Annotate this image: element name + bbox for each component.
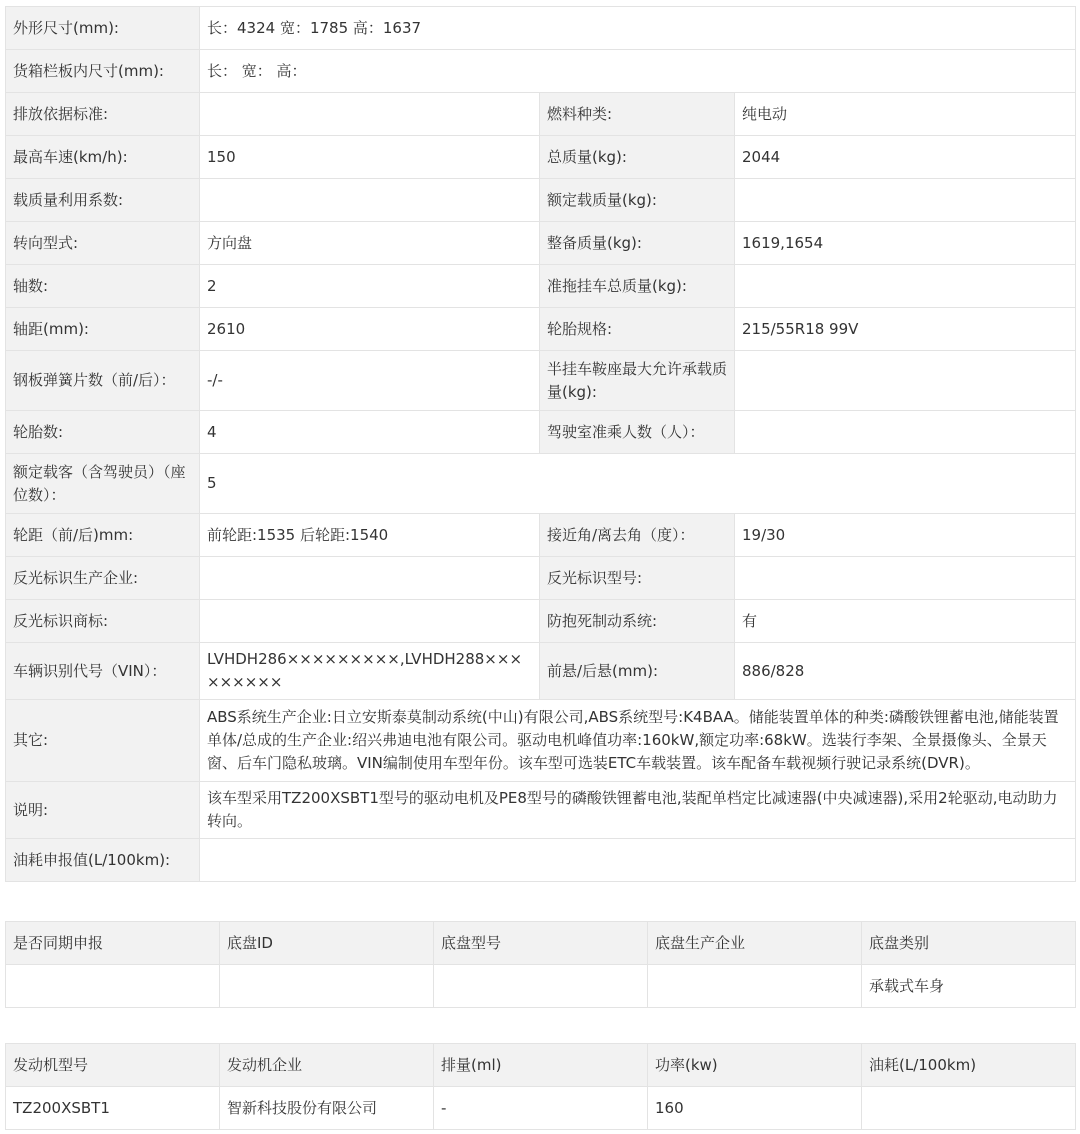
label-cargo-box: 货箱栏板内尺寸(mm): bbox=[6, 50, 200, 93]
label-tire-count: 轮胎数: bbox=[6, 411, 200, 454]
value-max-speed: 150 bbox=[200, 136, 540, 179]
value-tire-spec: 215/55R18 99V bbox=[735, 308, 1076, 351]
spec-row-axles-trailer bbox=[6, 265, 1076, 308]
value-fuel-type: 纯电动 bbox=[735, 93, 1076, 136]
label-rated-load: 额定载质量(kg): bbox=[540, 179, 735, 222]
value-cargo-box: 长： 宽： 高： bbox=[200, 50, 1076, 93]
spec-table bbox=[5, 6, 1076, 882]
label-reflector-brand: 反光标识商标: bbox=[6, 600, 200, 643]
spec-row-cargo-box bbox=[6, 50, 1076, 93]
label-dimensions: 外形尺寸(mm): bbox=[6, 7, 200, 50]
spec-row-fuel-consumption bbox=[6, 839, 1076, 882]
label-approach-departure: 接近角/离去角（度）： bbox=[540, 514, 735, 557]
engine-value-power: 160 bbox=[648, 1087, 862, 1130]
label-abs: 防抱死制动系统: bbox=[540, 600, 735, 643]
spec-row-vin-overhang bbox=[6, 643, 1076, 700]
value-vin: LVHDH286×××××××××,LVHDH288××××××××× bbox=[200, 643, 540, 700]
label-total-mass: 总质量(kg): bbox=[540, 136, 735, 179]
engine-header-fuel: 油耗(L/100km) bbox=[862, 1044, 1076, 1087]
chassis-header-model: 底盘型号 bbox=[434, 922, 648, 965]
value-leaf-springs: -/- bbox=[200, 351, 540, 411]
value-reflector-model bbox=[735, 557, 1076, 600]
engine-value-row bbox=[6, 1087, 1076, 1130]
chassis-value-row bbox=[6, 965, 1076, 1008]
value-cab-passengers bbox=[735, 411, 1076, 454]
value-wheelbase: 2610 bbox=[200, 308, 540, 351]
engine-header-power: 功率(kw) bbox=[648, 1044, 862, 1087]
spec-row-reflector-abs bbox=[6, 600, 1076, 643]
spec-row-track-angles bbox=[6, 514, 1076, 557]
label-overhang: 前悬/后悬(mm): bbox=[540, 643, 735, 700]
value-reflector-brand bbox=[200, 600, 540, 643]
label-max-speed: 最高车速(km/h): bbox=[6, 136, 200, 179]
label-axles: 轴数: bbox=[6, 265, 200, 308]
value-emission-standard bbox=[200, 93, 540, 136]
value-approach-departure: 19/30 bbox=[735, 514, 1076, 557]
engine-table bbox=[5, 1043, 1076, 1130]
engine-header-maker: 发动机企业 bbox=[220, 1044, 434, 1087]
label-steering: 转向型式: bbox=[6, 222, 200, 265]
label-curb-mass: 整备质量(kg): bbox=[540, 222, 735, 265]
chassis-table bbox=[5, 921, 1076, 1008]
value-load-coefficient bbox=[200, 179, 540, 222]
spec-row-wheelbase-tire bbox=[6, 308, 1076, 351]
value-track-width: 前轮距:1535 后轮距:1540 bbox=[200, 514, 540, 557]
value-tire-count: 4 bbox=[200, 411, 540, 454]
chassis-value-model bbox=[434, 965, 648, 1008]
engine-header-row bbox=[6, 1044, 1076, 1087]
label-saddle-load: 半挂车鞍座最大允许承载质量(kg): bbox=[540, 351, 735, 411]
engine-value-displacement: - bbox=[434, 1087, 648, 1130]
value-abs: 有 bbox=[735, 600, 1076, 643]
engine-header-model: 发动机型号 bbox=[6, 1044, 220, 1087]
label-trailer-mass: 准拖挂车总质量(kg): bbox=[540, 265, 735, 308]
engine-value-fuel bbox=[862, 1087, 1076, 1130]
chassis-value-maker bbox=[648, 965, 862, 1008]
label-reflector-model: 反光标识型号: bbox=[540, 557, 735, 600]
spec-row-tires-cab bbox=[6, 411, 1076, 454]
value-overhang: 886/828 bbox=[735, 643, 1076, 700]
chassis-value-concurrent bbox=[6, 965, 220, 1008]
label-emission-standard: 排放依据标准: bbox=[6, 93, 200, 136]
spec-row-dimensions bbox=[6, 7, 1076, 50]
chassis-value-id bbox=[220, 965, 434, 1008]
label-wheelbase: 轴距(mm): bbox=[6, 308, 200, 351]
engine-header-displacement: 排量(ml) bbox=[434, 1044, 648, 1087]
spec-row-steering-curb bbox=[6, 222, 1076, 265]
value-reflector-maker bbox=[200, 557, 540, 600]
label-load-coefficient: 载质量利用系数: bbox=[6, 179, 200, 222]
chassis-header-type: 底盘类别 bbox=[862, 922, 1076, 965]
spec-row-emission-fuel bbox=[6, 93, 1076, 136]
chassis-header-maker: 底盘生产企业 bbox=[648, 922, 862, 965]
spec-row-load bbox=[6, 179, 1076, 222]
spec-row-notes bbox=[6, 782, 1076, 839]
spec-row-reflector-maker bbox=[6, 557, 1076, 600]
value-fuel-consumption bbox=[200, 839, 1076, 882]
label-cab-passengers: 驾驶室准乘人数（人）： bbox=[540, 411, 735, 454]
label-notes: 说明: bbox=[6, 782, 200, 839]
label-other: 其它: bbox=[6, 700, 200, 782]
value-rated-load bbox=[735, 179, 1076, 222]
value-dimensions: 长：4324 宽：1785 高：1637 bbox=[200, 7, 1076, 50]
engine-value-maker: 智新科技股份有限公司 bbox=[220, 1087, 434, 1130]
spec-row-springs-saddle bbox=[6, 351, 1076, 411]
label-tire-spec: 轮胎规格: bbox=[540, 308, 735, 351]
chassis-header-concurrent: 是否同期申报 bbox=[6, 922, 220, 965]
label-vin: 车辆识别代号（VIN）： bbox=[6, 643, 200, 700]
chassis-header-row bbox=[6, 922, 1076, 965]
label-leaf-springs: 钢板弹簧片数（前/后）： bbox=[6, 351, 200, 411]
value-rated-seats: 5 bbox=[200, 454, 1076, 514]
chassis-header-id: 底盘ID bbox=[220, 922, 434, 965]
value-notes: 该车型采用TZ200XSBT1型号的驱动电机及PE8型号的磷酸铁锂蓄电池,装配单档定比减速器(中央减速器),采用2轮驱动,电动助力转向。 bbox=[200, 782, 1076, 839]
label-rated-seats: 额定载客（含驾驶员）（座位数）： bbox=[6, 454, 200, 514]
value-saddle-load bbox=[735, 351, 1076, 411]
spec-row-seats bbox=[6, 454, 1076, 514]
value-steering: 方向盘 bbox=[200, 222, 540, 265]
value-total-mass: 2044 bbox=[735, 136, 1076, 179]
label-track-width: 轮距（前/后)mm: bbox=[6, 514, 200, 557]
chassis-value-type: 承载式车身 bbox=[862, 965, 1076, 1008]
label-reflector-maker: 反光标识生产企业: bbox=[6, 557, 200, 600]
spec-row-speed-mass bbox=[6, 136, 1076, 179]
value-trailer-mass bbox=[735, 265, 1076, 308]
label-fuel-consumption: 油耗申报值(L/100km): bbox=[6, 839, 200, 882]
spec-row-other bbox=[6, 700, 1076, 782]
value-axles: 2 bbox=[200, 265, 540, 308]
value-other: ABS系统生产企业:日立安斯泰莫制动系统(中山)有限公司,ABS系统型号:K4BAA。储能装置单体的种类:磷酸铁锂蓄电池,储能装置单体/总成的生产企业:绍兴弗迪电池有限公司。驱动电机峰值功率:160kW,额定功率:68kW。选装行李架、全景摄像头、全景天窗、后车门隐私玻璃。VIN编制使用车型年份。该车型可选装ETC车载装置。该车配备车载视频行驶记录系统(DVR)。 bbox=[200, 700, 1076, 782]
value-curb-mass: 1619,1654 bbox=[735, 222, 1076, 265]
label-fuel-type: 燃料种类: bbox=[540, 93, 735, 136]
engine-value-model: TZ200XSBT1 bbox=[6, 1087, 220, 1130]
